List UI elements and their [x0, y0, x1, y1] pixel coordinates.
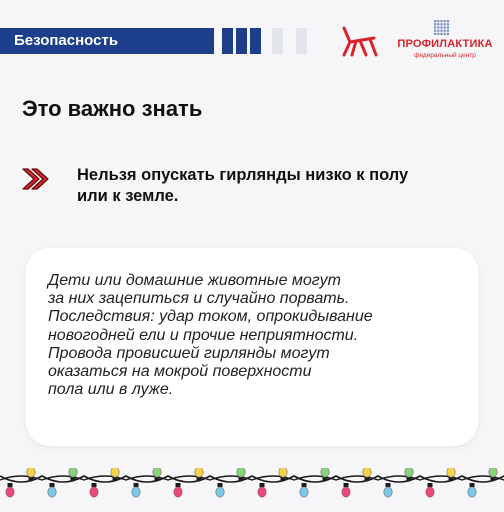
logo-dot	[447, 23, 449, 25]
garland-bulb	[48, 487, 56, 497]
garland-bulb	[69, 468, 77, 477]
logo-dot	[444, 23, 446, 25]
garland-bulb	[90, 487, 98, 497]
logo-dots-icon	[434, 20, 450, 36]
card-line: за них зацепиться и случайно порвать.	[48, 290, 350, 308]
decor-square	[296, 28, 307, 54]
logo-dot	[444, 20, 446, 22]
garland-bulb	[426, 487, 434, 497]
decor-square	[272, 28, 283, 54]
garland-bulb	[6, 487, 14, 497]
bulb-socket	[428, 483, 433, 487]
logo-dot	[434, 20, 436, 22]
bulb-socket	[134, 483, 139, 487]
garland-bulb	[405, 468, 413, 477]
logo-dot	[437, 23, 439, 25]
garland-bulb	[111, 468, 119, 477]
section-label: Безопасность	[14, 32, 119, 49]
bulb-socket	[92, 483, 97, 487]
decor-square	[250, 28, 261, 54]
decor-square	[236, 28, 247, 54]
garland-bulb	[195, 468, 203, 477]
logo-title: ПРОФИЛАКТИКА	[397, 38, 493, 50]
garland-bulb	[132, 487, 140, 497]
garland-bulb	[153, 468, 161, 477]
logo-dot	[447, 30, 449, 32]
logo-dot	[447, 26, 449, 28]
chair-logo-icon	[340, 25, 380, 58]
warning-line: Нельзя опускать гирлянды низко к полу	[77, 166, 409, 184]
card-line: новогодней ели и прочие неприятности.	[48, 326, 359, 344]
logo-dot	[444, 33, 446, 35]
card-line: Провода провисшей гирлянды могут	[48, 344, 330, 362]
card-line: Дети или домашние животные могут	[48, 272, 341, 289]
garland-decoration	[0, 468, 504, 512]
section-banner	[0, 28, 214, 54]
logo-dot	[444, 26, 446, 28]
bulb-socket	[218, 483, 223, 487]
bulb-socket	[176, 483, 181, 487]
card-line: пола или в луже.	[48, 381, 174, 399]
logo-dot	[434, 30, 436, 32]
logo-dot	[440, 23, 442, 25]
warning-text	[77, 165, 487, 207]
logo-dot	[447, 33, 449, 35]
garland-bulb	[174, 487, 182, 497]
bulb-socket	[302, 483, 307, 487]
bulb-socket	[260, 483, 265, 487]
bulb-socket	[344, 483, 349, 487]
bulb-socket	[8, 483, 13, 487]
garland-bulb	[342, 487, 350, 497]
logo-dot	[434, 23, 436, 25]
logo-dot	[437, 33, 439, 35]
logo-dot	[440, 30, 442, 32]
logo-dot	[444, 30, 446, 32]
garland-bulb	[468, 487, 476, 497]
garland-bulb	[237, 468, 245, 477]
logo-dot	[437, 30, 439, 32]
logo-dot	[434, 26, 436, 28]
logo-dot	[434, 33, 436, 35]
logo-dot	[440, 20, 442, 22]
logo-dot	[437, 26, 439, 28]
bulb-socket	[50, 483, 55, 487]
garland-bulb	[300, 487, 308, 497]
bulb-socket	[386, 483, 391, 487]
logo-dot	[437, 20, 439, 22]
logo-subtitle: федеральный центр	[414, 52, 476, 59]
double-chevron-right-icon	[20, 163, 52, 195]
decor-square	[222, 28, 233, 54]
garland-bulb	[384, 487, 392, 497]
garland-bulb	[279, 468, 287, 477]
garland-bulb	[216, 487, 224, 497]
info-card-text	[48, 272, 468, 399]
garland-bulb	[258, 487, 266, 497]
garland-bulb	[363, 468, 371, 477]
bulb-socket	[470, 483, 475, 487]
garland-bulb	[321, 468, 329, 477]
logo-dot	[447, 20, 449, 22]
garland-bulb	[447, 468, 455, 477]
card-line: оказаться на мокрой поверхности	[48, 363, 312, 381]
card-line: Последствия: удар током, опрокидывание	[48, 308, 373, 326]
warning-line: или к земле.	[77, 187, 179, 205]
logo-dot	[440, 26, 442, 28]
page-title: Это важно знать	[22, 96, 203, 121]
garland-bulb	[489, 468, 497, 477]
logo-dot	[440, 33, 442, 35]
garland-bulb	[27, 468, 35, 477]
